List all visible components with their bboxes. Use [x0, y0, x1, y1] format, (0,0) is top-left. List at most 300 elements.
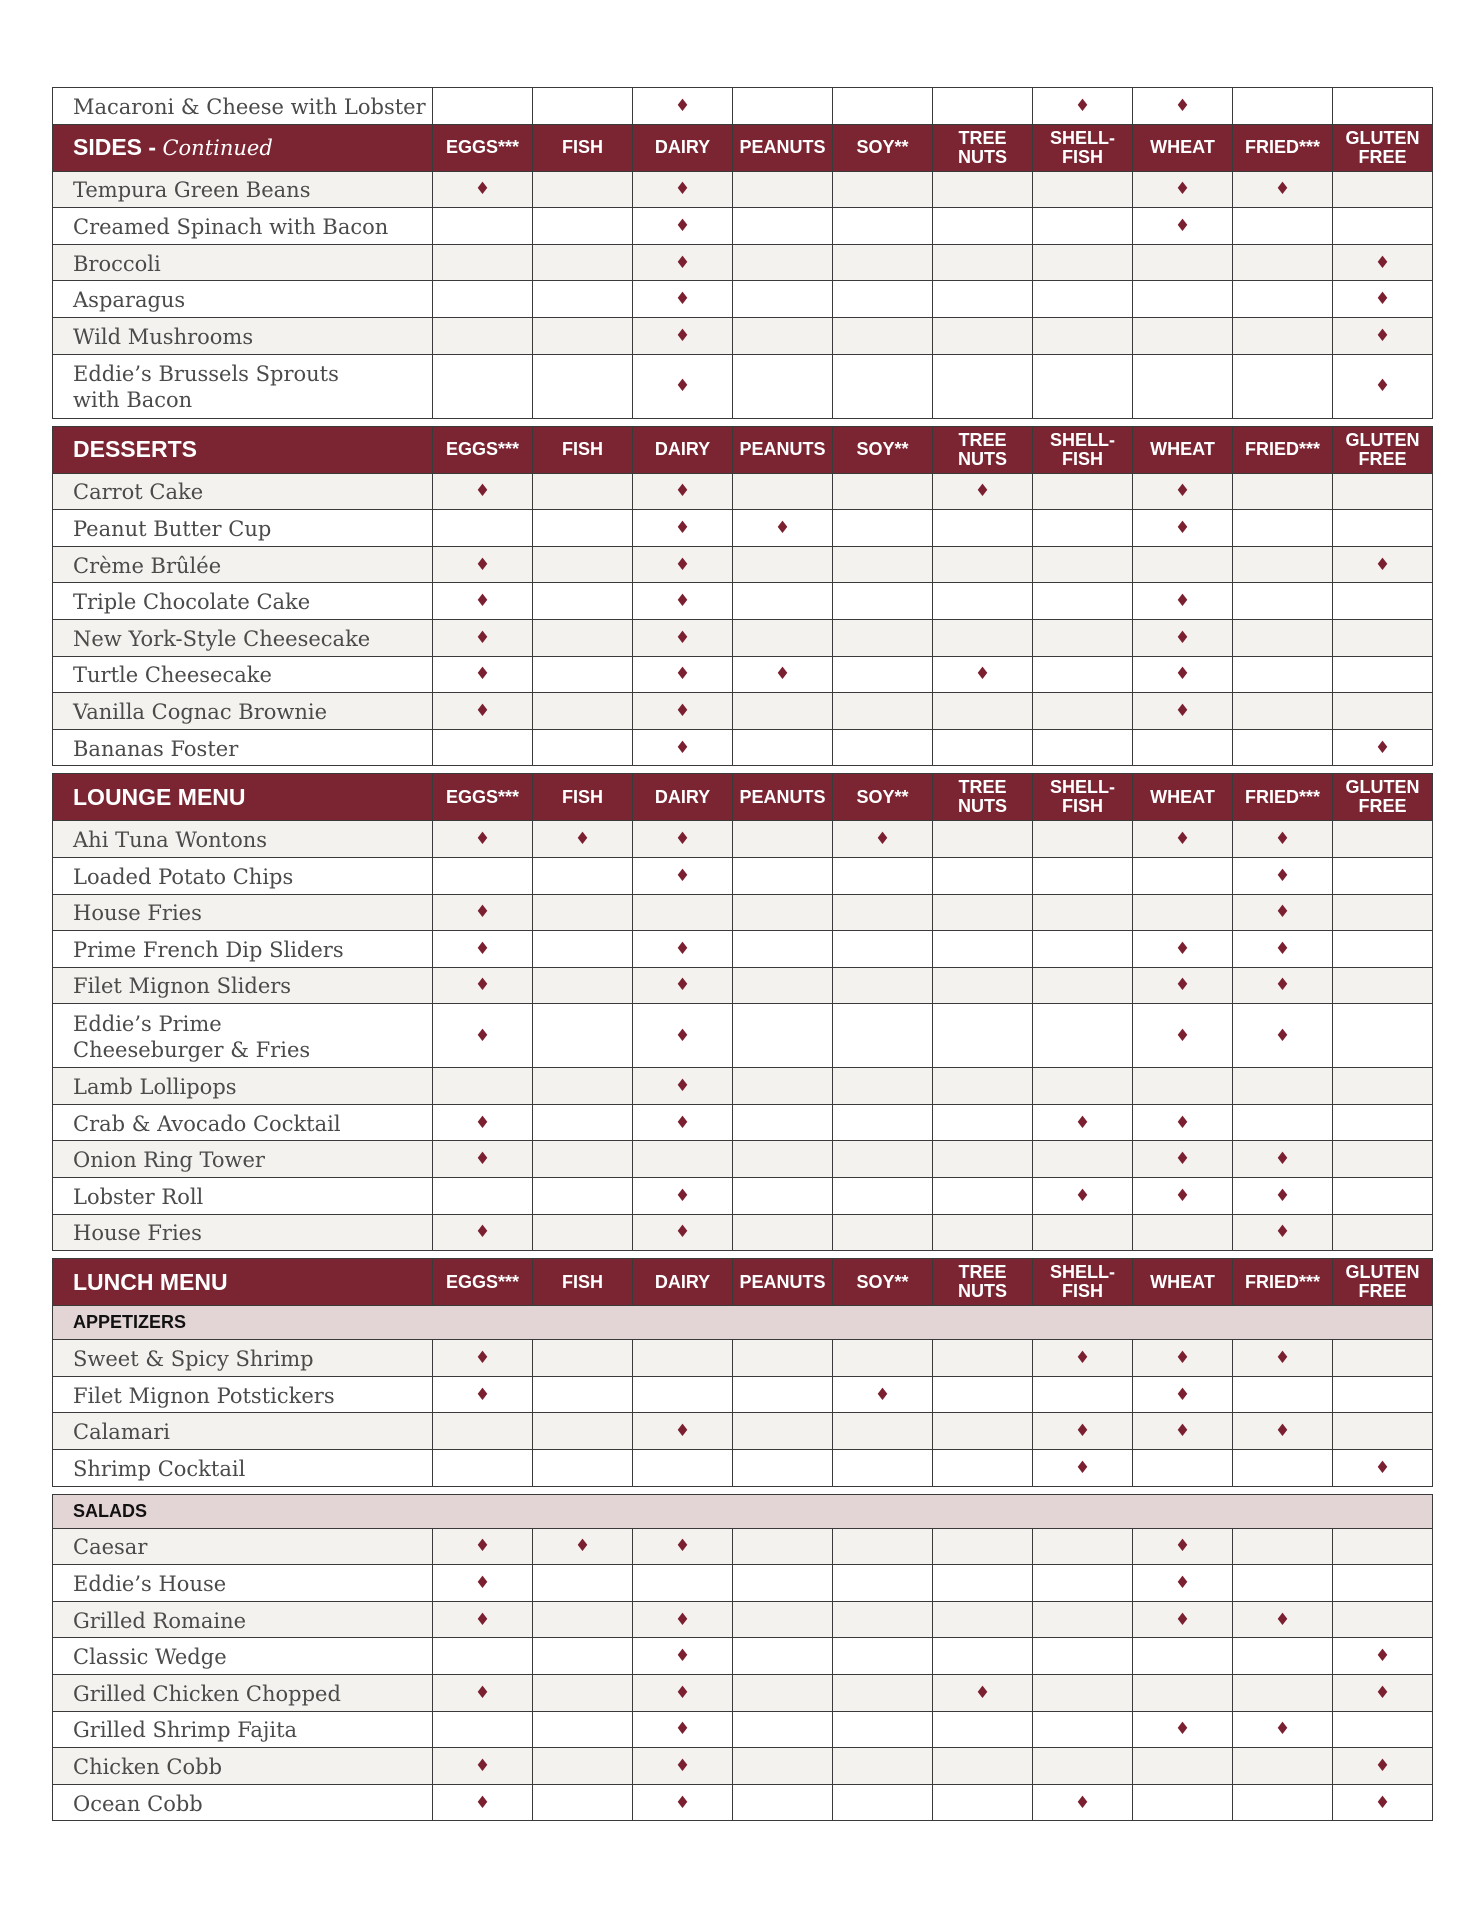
item-name: Grilled Shrimp Fajita: [53, 1711, 433, 1748]
allergen-mark-dairy: ♦: [633, 1638, 733, 1675]
empty-cell: [1033, 473, 1133, 510]
item-name: Triple Chocolate Cake: [53, 583, 433, 620]
allergen-mark-dairy: ♦: [633, 1601, 733, 1638]
section-title: [53, 426, 433, 473]
allergen-mark-eggs: ♦: [433, 656, 533, 693]
empty-cell: [1233, 1104, 1333, 1141]
empty-cell: [833, 857, 933, 894]
item-name: Turtle Cheesecake: [53, 656, 433, 693]
section-title: [53, 124, 433, 171]
allergen-mark-wheat: ♦: [1133, 88, 1233, 125]
empty-cell: [533, 1340, 633, 1377]
allergen-mark-fried: ♦: [1233, 1214, 1333, 1251]
allergen-mark-eggs: ♦: [433, 1214, 533, 1251]
allergen-mark-eggs: ♦: [433, 583, 533, 620]
item-name: Crème Brûlée: [53, 546, 433, 583]
allergen-mark-eggs: ♦: [433, 1376, 533, 1413]
column-header-wheat: WHEAT: [1133, 124, 1233, 171]
empty-cell: [733, 1141, 833, 1178]
empty-cell: [933, 1601, 1033, 1638]
empty-cell: [1233, 354, 1333, 418]
empty-cell: [1133, 857, 1233, 894]
empty-cell: [733, 1413, 833, 1450]
empty-cell: [933, 1528, 1033, 1565]
empty-cell: [1333, 821, 1433, 858]
empty-cell: [733, 473, 833, 510]
empty-cell: [533, 244, 633, 281]
empty-cell: [833, 1601, 933, 1638]
allergen-mark-gluten-free: ♦: [1333, 546, 1433, 583]
item-name: Ahi Tuna Wontons: [53, 821, 433, 858]
empty-cell: [933, 583, 1033, 620]
empty-cell: [433, 1450, 533, 1487]
empty-cell: [433, 857, 533, 894]
allergen-mark-dairy: ♦: [633, 1748, 733, 1785]
column-header-peanuts: PEANUTS: [733, 774, 833, 821]
empty-cell: [1333, 583, 1433, 620]
empty-cell: [533, 1711, 633, 1748]
empty-cell: [1133, 244, 1233, 281]
empty-cell: [533, 583, 633, 620]
allergen-mark-wheat: ♦: [1133, 1376, 1233, 1413]
column-header-tree-nuts: TREE NUTS: [933, 426, 1033, 473]
empty-cell: [433, 1711, 533, 1748]
allergen-mark-dairy: ♦: [633, 967, 733, 1004]
table-row: [53, 1565, 1433, 1602]
allergen-mark-dairy: ♦: [633, 857, 733, 894]
empty-cell: [933, 354, 1033, 418]
allergen-mark-shell-fish: ♦: [1033, 1340, 1133, 1377]
empty-cell: [1333, 894, 1433, 931]
empty-cell: [533, 1413, 633, 1450]
empty-cell: [833, 894, 933, 931]
empty-cell: [833, 510, 933, 547]
allergen-mark-fried: ♦: [1233, 967, 1333, 1004]
empty-cell: [1033, 171, 1133, 208]
empty-cell: [1033, 546, 1133, 583]
empty-cell: [1033, 1004, 1133, 1068]
allergen-mark-dairy: ♦: [633, 171, 733, 208]
empty-cell: [633, 1450, 733, 1487]
column-header-fish: FISH: [533, 774, 633, 821]
empty-cell: [833, 693, 933, 730]
empty-cell: [533, 208, 633, 245]
empty-cell: [733, 317, 833, 354]
allergen-mark-fried: ♦: [1233, 1178, 1333, 1215]
empty-cell: [1033, 1141, 1133, 1178]
item-name: Sweet & Spicy Shrimp: [53, 1340, 433, 1377]
empty-cell: [833, 281, 933, 318]
empty-cell: [733, 546, 833, 583]
allergen-mark-dairy: ♦: [633, 473, 733, 510]
empty-cell: [833, 1565, 933, 1602]
section-gap: [53, 1486, 1433, 1494]
allergen-mark-fish: ♦: [533, 1528, 633, 1565]
empty-cell: [533, 1178, 633, 1215]
section-gap: [53, 766, 1433, 774]
allergen-mark-wheat: ♦: [1133, 931, 1233, 968]
table-row: [53, 894, 1433, 931]
table-row: [53, 317, 1433, 354]
item-name: Classic Wedge: [53, 1638, 433, 1675]
section-header: [53, 124, 1433, 171]
empty-cell: [1333, 1004, 1433, 1068]
allergen-mark-wheat: ♦: [1133, 693, 1233, 730]
item-name: Eddie’s House: [53, 1565, 433, 1602]
item-name: House Fries: [53, 894, 433, 931]
table-row: [53, 1178, 1433, 1215]
empty-cell: [933, 208, 1033, 245]
column-header-dairy: DAIRY: [633, 1259, 733, 1306]
table-row: [53, 510, 1433, 547]
allergen-mark-wheat: ♦: [1133, 821, 1233, 858]
empty-cell: [1333, 1565, 1433, 1602]
empty-cell: [933, 1178, 1033, 1215]
empty-cell: [433, 317, 533, 354]
column-header-fish: FISH: [533, 426, 633, 473]
allergen-mark-dairy: ♦: [633, 931, 733, 968]
empty-cell: [933, 894, 1033, 931]
allergen-mark-dairy: ♦: [633, 1711, 733, 1748]
item-name: Grilled Romaine: [53, 1601, 433, 1638]
section-title: [53, 774, 433, 821]
empty-cell: [633, 1340, 733, 1377]
empty-cell: [1233, 619, 1333, 656]
empty-cell: [1333, 1340, 1433, 1377]
allergen-mark-eggs: ♦: [433, 171, 533, 208]
allergen-mark-dairy: ♦: [633, 1214, 733, 1251]
item-name: New York-Style Cheesecake: [53, 619, 433, 656]
allergen-mark-gluten-free: ♦: [1333, 244, 1433, 281]
allergen-mark-dairy: ♦: [633, 1104, 733, 1141]
empty-cell: [433, 1638, 533, 1675]
empty-cell: [933, 1784, 1033, 1821]
empty-cell: [1033, 894, 1133, 931]
empty-cell: [933, 1638, 1033, 1675]
allergen-mark-fried: ♦: [1233, 894, 1333, 931]
empty-cell: [833, 1675, 933, 1712]
empty-cell: [733, 244, 833, 281]
allergen-mark-eggs: ♦: [433, 821, 533, 858]
empty-cell: [533, 894, 633, 931]
table-row: [53, 857, 1433, 894]
column-header-gluten-free: GLUTEN FREE: [1333, 124, 1433, 171]
empty-cell: [1133, 317, 1233, 354]
table-row: [53, 656, 1433, 693]
section-header: [53, 426, 1433, 473]
column-header-wheat: WHEAT: [1133, 426, 1233, 473]
empty-cell: [1033, 1376, 1133, 1413]
allergen-mark-wheat: ♦: [1133, 473, 1233, 510]
empty-cell: [533, 473, 633, 510]
column-header-wheat: WHEAT: [1133, 1259, 1233, 1306]
empty-cell: [533, 656, 633, 693]
empty-cell: [1333, 1141, 1433, 1178]
empty-cell: [533, 354, 633, 418]
empty-cell: [833, 1340, 933, 1377]
empty-cell: [1333, 1601, 1433, 1638]
empty-cell: [733, 1711, 833, 1748]
empty-cell: [1333, 1104, 1433, 1141]
allergen-mark-fried: ♦: [1233, 857, 1333, 894]
empty-cell: [433, 729, 533, 766]
allergen-mark-fried: ♦: [1233, 1413, 1333, 1450]
empty-cell: [833, 1004, 933, 1068]
empty-cell: [433, 208, 533, 245]
empty-cell: [533, 729, 633, 766]
empty-cell: [533, 171, 633, 208]
empty-cell: [1333, 656, 1433, 693]
empty-cell: [533, 693, 633, 730]
allergen-mark-eggs: ♦: [433, 1528, 533, 1565]
allergen-mark-fried: ♦: [1233, 931, 1333, 968]
empty-cell: [933, 693, 1033, 730]
allergen-mark-dairy: ♦: [633, 729, 733, 766]
empty-cell: [833, 1711, 933, 1748]
allergen-mark-wheat: ♦: [1133, 1711, 1233, 1748]
empty-cell: [733, 1340, 833, 1377]
empty-cell: [933, 88, 1033, 125]
empty-cell: [1233, 1528, 1333, 1565]
allergen-mark-eggs: ♦: [433, 1748, 533, 1785]
allergen-mark-gluten-free: ♦: [1333, 281, 1433, 318]
column-header-peanuts: PEANUTS: [733, 1259, 833, 1306]
empty-cell: [1033, 1675, 1133, 1712]
allergen-mark-eggs: ♦: [433, 473, 533, 510]
item-name: Crab & Avocado Cocktail: [53, 1104, 433, 1141]
section-title-text: SIDES -: [73, 134, 163, 161]
column-header-gluten-free: GLUTEN FREE: [1333, 426, 1433, 473]
empty-cell: [1033, 317, 1133, 354]
allergen-mark-dairy: ♦: [633, 1528, 733, 1565]
allergen-mark-eggs: ♦: [433, 1104, 533, 1141]
empty-cell: [1233, 656, 1333, 693]
column-header-fried: FRIED***: [1233, 426, 1333, 473]
table-row: [53, 1004, 1433, 1068]
empty-cell: [933, 244, 1033, 281]
empty-cell: [933, 1004, 1033, 1068]
allergen-mark-eggs: ♦: [433, 1141, 533, 1178]
empty-cell: [733, 931, 833, 968]
allergen-mark-shell-fish: ♦: [1033, 1413, 1133, 1450]
column-header-shell-fish: SHELL- FISH: [1033, 1259, 1133, 1306]
empty-cell: [1033, 1601, 1133, 1638]
item-name: Eddie’s Prime Cheeseburger & Fries: [53, 1004, 433, 1068]
empty-cell: [1233, 1638, 1333, 1675]
empty-cell: [1233, 244, 1333, 281]
allergen-mark-shell-fish: ♦: [1033, 1104, 1133, 1141]
allergen-mark-shell-fish: ♦: [1033, 1784, 1133, 1821]
table-row: [53, 1068, 1433, 1105]
allergen-mark-soy: ♦: [833, 821, 933, 858]
allergen-mark-gluten-free: ♦: [1333, 1638, 1433, 1675]
table-row: [53, 208, 1433, 245]
allergen-mark-tree-nuts: ♦: [933, 1675, 1033, 1712]
allergen-mark-dairy: ♦: [633, 88, 733, 125]
allergen-mark-gluten-free: ♦: [1333, 1675, 1433, 1712]
empty-cell: [933, 281, 1033, 318]
allergen-mark-fried: ♦: [1233, 1141, 1333, 1178]
empty-cell: [833, 171, 933, 208]
empty-cell: [933, 857, 1033, 894]
empty-cell: [833, 1178, 933, 1215]
empty-cell: [1333, 857, 1433, 894]
allergen-mark-gluten-free: ♦: [1333, 729, 1433, 766]
table-row: [53, 1340, 1433, 1377]
empty-cell: [1333, 693, 1433, 730]
empty-cell: [833, 473, 933, 510]
empty-cell: [733, 1601, 833, 1638]
item-name: Ocean Cobb: [53, 1784, 433, 1821]
empty-cell: [833, 619, 933, 656]
empty-cell: [933, 729, 1033, 766]
empty-cell: [733, 1450, 833, 1487]
empty-cell: [1233, 317, 1333, 354]
empty-cell: [833, 1450, 933, 1487]
empty-cell: [533, 546, 633, 583]
allergen-mark-shell-fish: ♦: [1033, 1178, 1133, 1215]
empty-cell: [1233, 1675, 1333, 1712]
table-row: [53, 473, 1433, 510]
empty-cell: [1033, 354, 1133, 418]
empty-cell: [533, 931, 633, 968]
allergen-mark-eggs: ♦: [433, 619, 533, 656]
empty-cell: [1133, 1450, 1233, 1487]
empty-cell: [433, 244, 533, 281]
empty-cell: [533, 619, 633, 656]
empty-cell: [833, 354, 933, 418]
empty-cell: [733, 1748, 833, 1785]
empty-cell: [833, 1214, 933, 1251]
table-row: [53, 931, 1433, 968]
empty-cell: [933, 967, 1033, 1004]
empty-cell: [533, 1376, 633, 1413]
empty-cell: [733, 967, 833, 1004]
empty-cell: [1233, 1450, 1333, 1487]
allergen-mark-wheat: ♦: [1133, 208, 1233, 245]
column-header-gluten-free: GLUTEN FREE: [1333, 774, 1433, 821]
allergen-mark-peanuts: ♦: [733, 656, 833, 693]
empty-cell: [1033, 1711, 1133, 1748]
empty-cell: [1333, 208, 1433, 245]
empty-cell: [1333, 967, 1433, 1004]
column-header-fried: FRIED***: [1233, 124, 1333, 171]
column-header-dairy: DAIRY: [633, 774, 733, 821]
empty-cell: [1033, 656, 1133, 693]
empty-cell: [1033, 1565, 1133, 1602]
allergen-mark-eggs: ♦: [433, 1565, 533, 1602]
empty-cell: [733, 354, 833, 418]
allergen-mark-peanuts: ♦: [733, 510, 833, 547]
allergen-mark-eggs: ♦: [433, 693, 533, 730]
empty-cell: [733, 281, 833, 318]
table-row: [53, 729, 1433, 766]
empty-cell: [833, 546, 933, 583]
allergen-mark-gluten-free: ♦: [1333, 317, 1433, 354]
empty-cell: [533, 1601, 633, 1638]
empty-cell: [1133, 1784, 1233, 1821]
empty-cell: [1233, 88, 1333, 125]
allergen-mark-tree-nuts: ♦: [933, 473, 1033, 510]
empty-cell: [933, 619, 1033, 656]
allergen-mark-fried: ♦: [1233, 821, 1333, 858]
empty-cell: [733, 1178, 833, 1215]
table-row: [53, 1528, 1433, 1565]
empty-cell: [1033, 1214, 1133, 1251]
empty-cell: [933, 1748, 1033, 1785]
allergen-mark-eggs: ♦: [433, 967, 533, 1004]
empty-cell: [833, 656, 933, 693]
allergen-mark-wheat: ♦: [1133, 1413, 1233, 1450]
empty-cell: [733, 1565, 833, 1602]
empty-cell: [533, 1004, 633, 1068]
allergen-mark-shell-fish: ♦: [1033, 88, 1133, 125]
table-row: [53, 171, 1433, 208]
allergen-mark-dairy: ♦: [633, 1178, 733, 1215]
column-header-eggs: EGGS***: [433, 774, 533, 821]
empty-cell: [833, 967, 933, 1004]
empty-cell: [533, 1675, 633, 1712]
empty-cell: [1233, 1784, 1333, 1821]
empty-cell: [833, 1068, 933, 1105]
empty-cell: [833, 1748, 933, 1785]
column-header-fried: FRIED***: [1233, 774, 1333, 821]
item-name: Peanut Butter Cup: [53, 510, 433, 547]
column-header-eggs: EGGS***: [433, 426, 533, 473]
allergen-mark-dairy: ♦: [633, 1004, 733, 1068]
allergen-mark-soy: ♦: [833, 1376, 933, 1413]
column-header-dairy: DAIRY: [633, 426, 733, 473]
empty-cell: [1333, 1528, 1433, 1565]
allergen-mark-eggs: ♦: [433, 1784, 533, 1821]
empty-cell: [1333, 1178, 1433, 1215]
allergen-mark-fried: ♦: [1233, 1004, 1333, 1068]
item-name: Vanilla Cognac Brownie: [53, 693, 433, 730]
item-name: Creamed Spinach with Bacon: [53, 208, 433, 245]
empty-cell: [433, 1413, 533, 1450]
table-row: [53, 354, 1433, 418]
column-header-tree-nuts: TREE NUTS: [933, 1259, 1033, 1306]
empty-cell: [933, 546, 1033, 583]
empty-cell: [1333, 619, 1433, 656]
empty-cell: [533, 1068, 633, 1105]
allergen-mark-fried: ♦: [1233, 1711, 1333, 1748]
empty-cell: [533, 857, 633, 894]
empty-cell: [733, 1004, 833, 1068]
table-row: [53, 1450, 1433, 1487]
empty-cell: [733, 1104, 833, 1141]
allergen-mark-wheat: ♦: [1133, 1340, 1233, 1377]
empty-cell: [733, 1376, 833, 1413]
empty-cell: [1033, 1748, 1133, 1785]
subsection-header: [53, 1494, 1433, 1528]
empty-cell: [433, 510, 533, 547]
empty-cell: [433, 281, 533, 318]
empty-cell: [533, 88, 633, 125]
empty-cell: [733, 1528, 833, 1565]
empty-cell: [933, 1214, 1033, 1251]
empty-cell: [1033, 729, 1133, 766]
table-row: [53, 244, 1433, 281]
empty-cell: [733, 1214, 833, 1251]
item-name: Shrimp Cocktail: [53, 1450, 433, 1487]
item-name: Lobster Roll: [53, 1178, 433, 1215]
empty-cell: [1033, 208, 1133, 245]
item-name: Calamari: [53, 1413, 433, 1450]
allergen-mark-dairy: ♦: [633, 619, 733, 656]
subsection-title: APPETIZERS: [53, 1306, 1433, 1340]
empty-cell: [1233, 583, 1333, 620]
